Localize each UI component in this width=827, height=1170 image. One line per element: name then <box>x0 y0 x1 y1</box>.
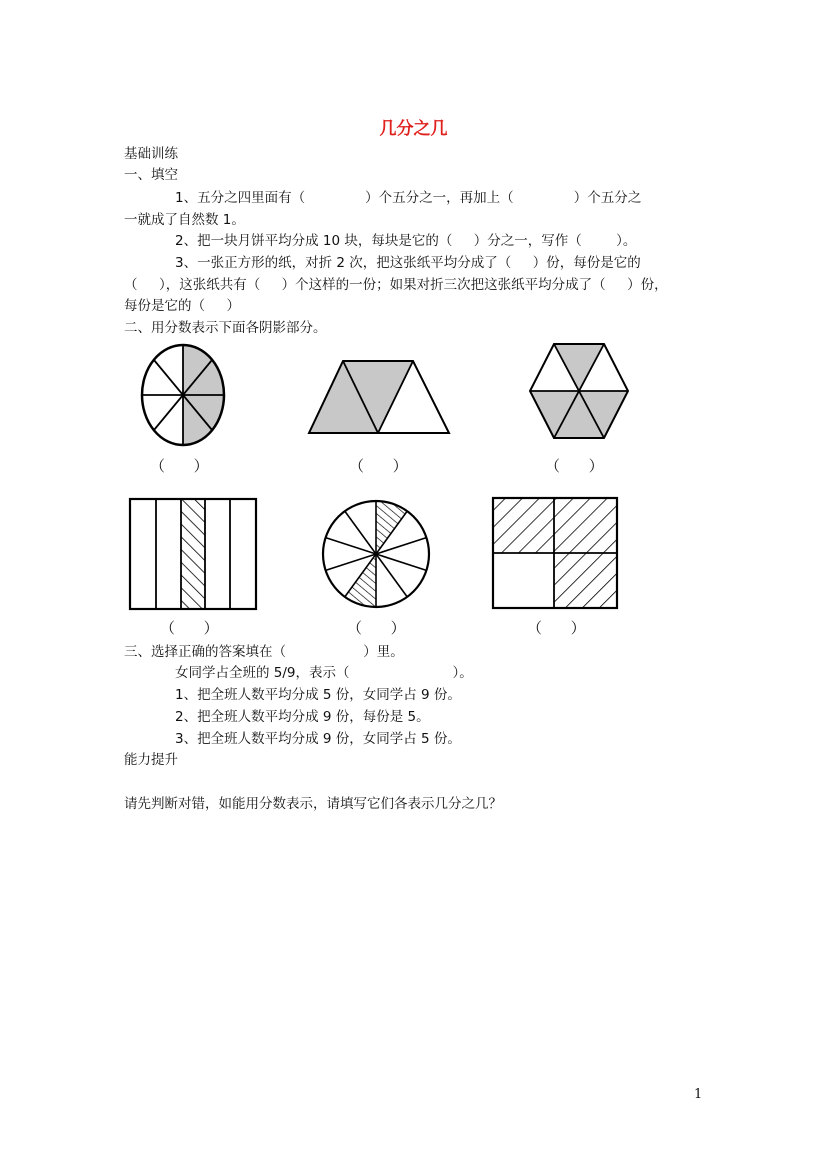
figure-hexagon <box>527 341 631 441</box>
answer-paren-2: （ ） <box>349 457 408 475</box>
answer-paren-4: （ ） <box>160 619 219 637</box>
figure-strip-rectangle <box>128 497 258 611</box>
q2-line: 2、把一块月饼平均分成 10 块，每块是它的（ ）分之一，写作（ ）。 <box>175 233 637 249</box>
q1-line-b: 一就成了自然数 1。 <box>124 212 245 228</box>
page-number: 1 <box>694 1087 703 1102</box>
part3-stem: 女同学占全班的 5/9，表示（ ）。 <box>175 665 473 681</box>
figure-square-grid <box>490 496 620 610</box>
q3-line-b: （ ），这张纸共有（ ）个这样的一份；如果对折三次把这张纸平均分成了（ ）份， <box>124 277 668 293</box>
figure-triangles <box>306 358 452 436</box>
part3-heading: 三、选择正确的答案填在（ ）里。 <box>124 644 404 660</box>
part1-heading: 一、填空 <box>124 167 178 183</box>
hatched-cell <box>554 553 617 608</box>
answer-paren-3: （ ） <box>545 457 604 475</box>
part3-option-3: 3、把全班人数平均分成 9 份，女同学占 5 份。 <box>175 731 461 747</box>
part3-option-1: 1、把全班人数平均分成 5 份，女同学占 9 份。 <box>175 687 461 703</box>
page-title: 几分之几 <box>379 119 448 139</box>
q1-line-a: 1、五分之四里面有（ ）个五分之一，再加上（ ）个五分之 <box>175 190 642 206</box>
answer-paren-1: （ ） <box>150 457 209 475</box>
ability-question: 请先判断对错，如能用分数表示，请填写它们各表示几分之几？ <box>124 796 502 812</box>
section-basic: 基础训练 <box>124 146 178 162</box>
hatched-cell <box>554 498 617 553</box>
figure-circle-tenths <box>320 498 432 610</box>
answer-paren-5: （ ） <box>347 619 406 637</box>
answer-paren-6: （ ） <box>527 619 586 637</box>
hatched-strip <box>181 499 205 609</box>
section-ability: 能力提升 <box>124 752 178 768</box>
q3-line-c: 每份是它的（ ） <box>124 298 240 314</box>
part2-heading: 二、用分数表示下面各阴影部分。 <box>124 320 327 336</box>
hatched-cell <box>493 498 554 553</box>
part3-option-2: 2、把全班人数平均分成 9 份，每份是 5。 <box>175 709 430 725</box>
q3-line-a: 3、一张正方形的纸，对折 2 次，把这张纸平均分成了（ ）份，每份是它的 <box>175 255 641 271</box>
figure-circle-eighths <box>138 342 228 448</box>
